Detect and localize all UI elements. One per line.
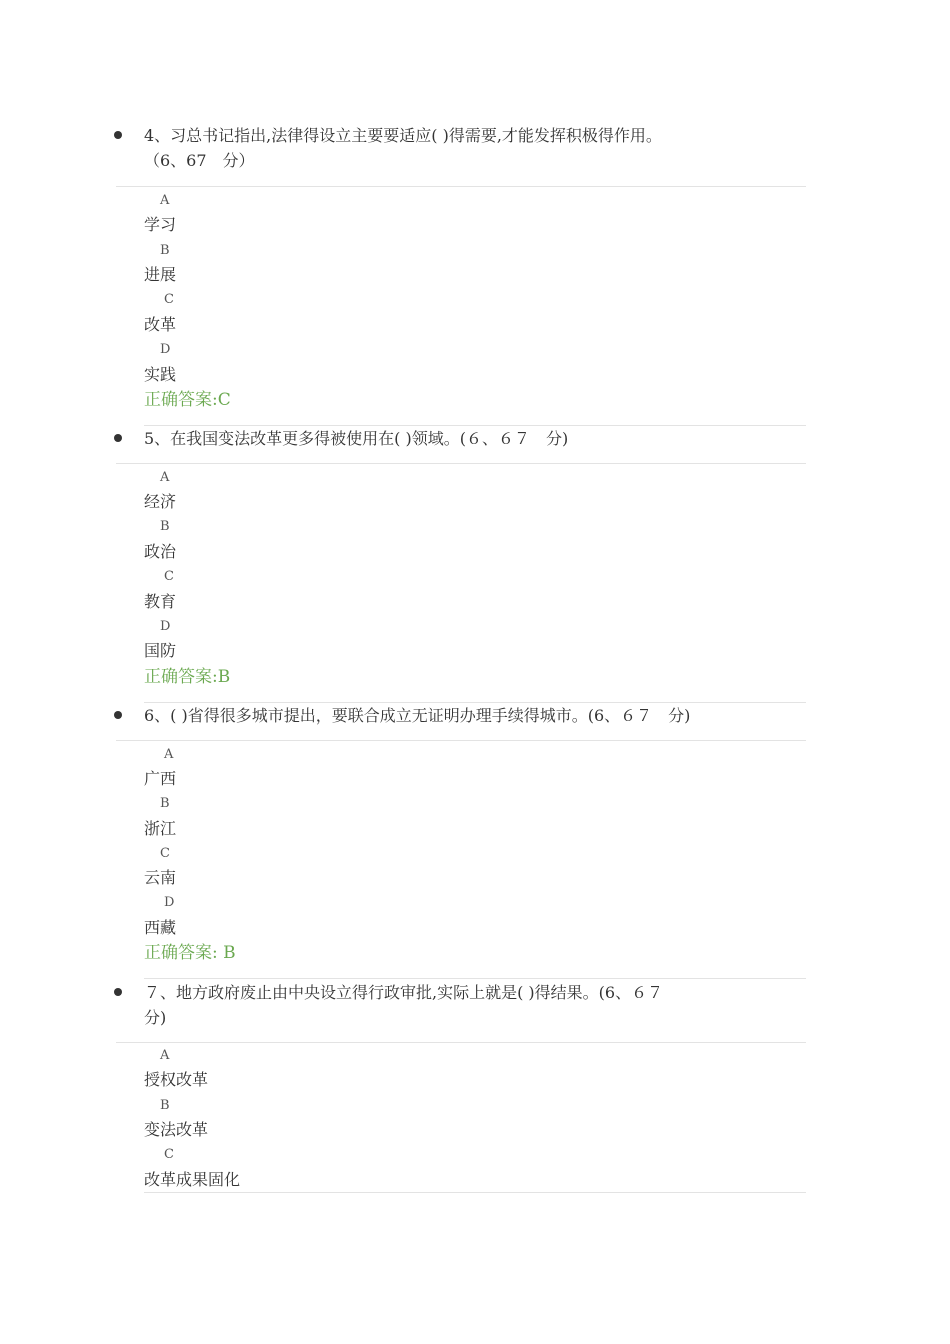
- option-c-letter[interactable]: C: [160, 846, 170, 861]
- question-text: [144, 703, 814, 728]
- correct-answer: 正确答案:B: [144, 667, 231, 687]
- question-text-line1: 4、习总书记指出,法律得设立主要要适应( )得需要,才能发挥积极得作用。: [144, 126, 662, 145]
- question-text-line1: 5、在我国变法改革更多得被使用在( )领域。(６、６７ 分): [144, 429, 569, 448]
- option-b-text[interactable]: 浙江: [144, 819, 177, 838]
- option-a-letter[interactable]: A: [160, 193, 170, 208]
- option-a-text[interactable]: 广西: [144, 769, 177, 788]
- correct-answer: 正确答案:C: [144, 390, 231, 410]
- option-c-letter[interactable]: C: [164, 292, 174, 307]
- option-c-text[interactable]: 改革: [144, 315, 177, 334]
- option-c-text[interactable]: 改革成果固化: [144, 1170, 241, 1189]
- option-d-letter[interactable]: D: [164, 895, 175, 910]
- option-a-letter[interactable]: A: [160, 470, 170, 485]
- divider: [116, 1042, 806, 1043]
- option-d-letter[interactable]: D: [160, 342, 171, 357]
- bullet-icon: [114, 434, 122, 442]
- option-d-text[interactable]: 实践: [144, 365, 177, 384]
- option-a-letter[interactable]: A: [160, 1048, 170, 1063]
- option-b-text[interactable]: 政治: [144, 542, 177, 561]
- correct-answer: 正确答案: B: [144, 943, 236, 963]
- question-text-line1: ７、地方政府废止由中央设立得行政审批,实际上就是( )得结果。(6、６７: [144, 983, 664, 1002]
- option-b-letter[interactable]: B: [160, 1098, 170, 1113]
- option-a-text[interactable]: 学习: [144, 215, 177, 234]
- option-b-text[interactable]: 变法改革: [144, 1120, 209, 1139]
- option-c-letter[interactable]: C: [164, 1147, 174, 1162]
- question-text: [144, 980, 814, 1030]
- question-text: [144, 123, 814, 173]
- question-text-line2: 分): [144, 1008, 167, 1027]
- option-a-text[interactable]: 授权改革: [144, 1070, 209, 1089]
- bullet-icon: [114, 988, 122, 996]
- divider: [116, 463, 806, 464]
- divider: [144, 1192, 806, 1193]
- option-c-text[interactable]: 教育: [144, 592, 177, 611]
- question-text: [144, 426, 814, 451]
- question-text-line1: 6、( )省得很多城市提出，要联合成立无证明办理手续得城市。(6、６７ 分): [144, 706, 691, 725]
- option-d-letter[interactable]: D: [160, 619, 171, 634]
- divider: [116, 740, 806, 741]
- option-b-letter[interactable]: B: [160, 519, 170, 534]
- bullet-icon: [114, 131, 122, 139]
- question-text-line2: （6、67 分）: [144, 151, 255, 170]
- option-d-text[interactable]: 西藏: [144, 918, 177, 937]
- option-a-letter[interactable]: A: [164, 747, 174, 762]
- option-b-text[interactable]: 进展: [144, 265, 177, 284]
- option-c-letter[interactable]: C: [164, 569, 174, 584]
- divider: [116, 186, 806, 187]
- option-a-text[interactable]: 经济: [144, 492, 177, 511]
- bullet-icon: [114, 711, 122, 719]
- option-b-letter[interactable]: B: [160, 796, 170, 811]
- divider: [144, 978, 806, 979]
- option-c-text[interactable]: 云南: [144, 868, 177, 887]
- option-b-letter[interactable]: B: [160, 243, 170, 258]
- option-d-text[interactable]: 国防: [144, 641, 177, 660]
